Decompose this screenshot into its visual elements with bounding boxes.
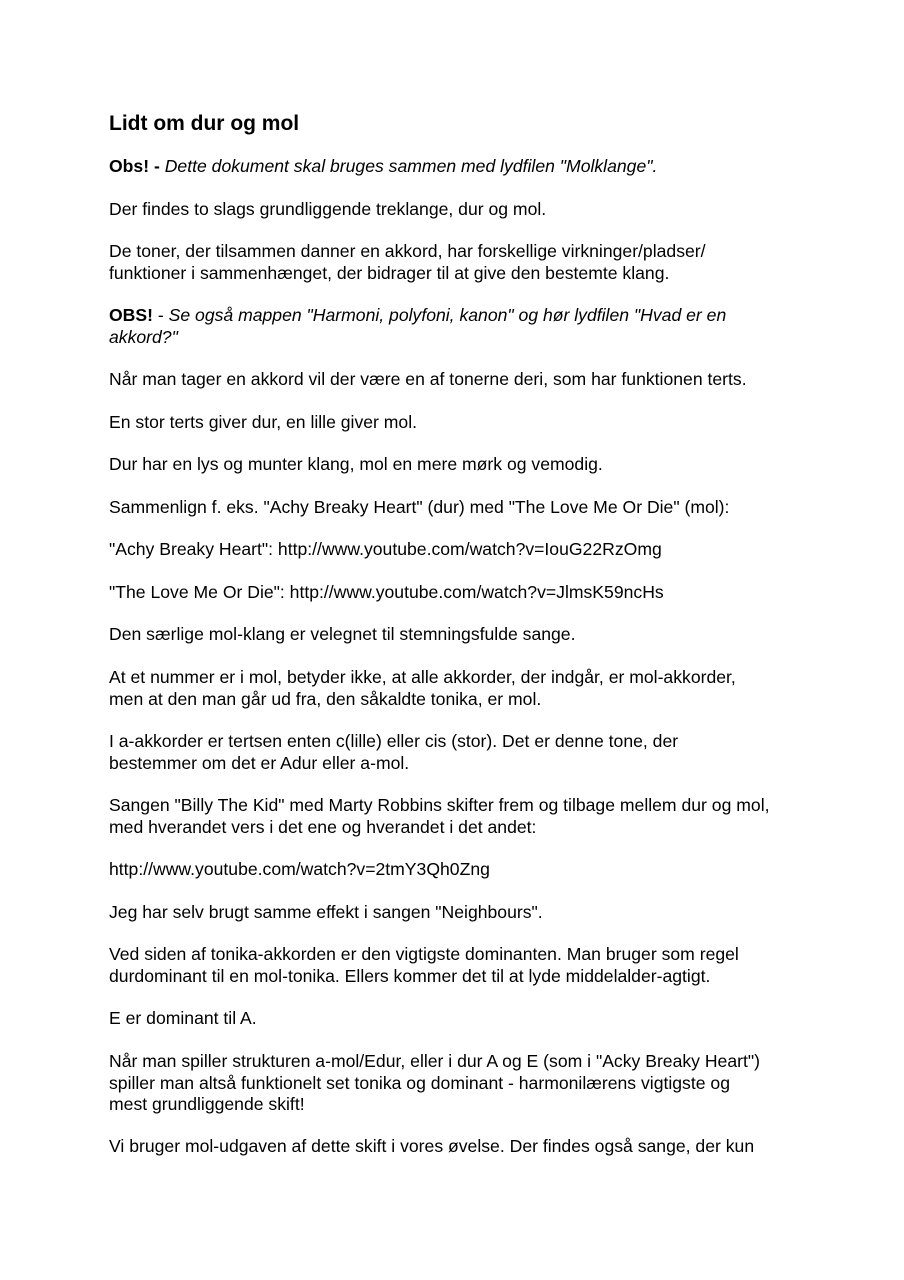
paragraph-saerlige: Den særlige mol-klang er velegnet til stemningsfulde sange. [109, 624, 576, 644]
paragraph-line: men at den man går ud fra, den såkaldte tonika, er mol. [109, 688, 542, 709]
paragraph-line: At et nummer er i mol, betyder ikke, at alle akkorder, der indgår, er mol-akkorder, [109, 667, 736, 687]
paragraph-toner [109, 241, 706, 284]
paragraph-line: Sangen "Billy The Kid" med Marty Robbins skifter frem og tilbage mellem dur og mol, [109, 795, 770, 815]
paragraph-terts: Når man tager en akkord vil der være en af tonerne deri, som har funktionen terts. [109, 369, 747, 389]
paragraph-line: Ved siden af tonika-akkorden er den vigtigste dominanten. Man bruger som regel [109, 944, 739, 964]
obs-note-text: Dette dokument skal bruges sammen med lydfilen "Molklange". [164, 156, 658, 176]
paragraph-nummer [109, 667, 736, 710]
paragraph-a-akkorder [109, 731, 678, 774]
paragraph-e-dominant: E er dominant til A. [109, 1008, 257, 1028]
paragraph-klang: Dur har en lys og munter klang, mol en mere mørk og vemodig. [109, 454, 603, 474]
document-page [109, 0, 829, 1280]
paragraph-line: De toner, der tilsammen danner en akkord, har forskellige virkninger/pladser/ [109, 241, 706, 261]
obs-label: OBS! [109, 305, 153, 325]
paragraph-love-link: "The Love Me Or Die": http://www.youtube.com/watch?v=JlmsK59ncHs [109, 582, 664, 602]
paragraph-vi-bruger: Vi bruger mol-udgaven af dette skift i vores øvelse. Der findes også sange, der kun [109, 1136, 755, 1156]
paragraph-billy-link: http://www.youtube.com/watch?v=2tmY3Qh0Zng [109, 859, 490, 879]
paragraph-billy [109, 795, 770, 838]
paragraph-stor-terts: En stor terts giver dur, en lille giver mol. [109, 412, 418, 432]
paragraph-line: med hverandet vers i det ene og hverandet i det andet: [109, 816, 537, 837]
paragraph-sammenlign: Sammenlign f. eks. "Achy Breaky Heart" (dur) med "The Love Me Or Die" (mol): [109, 497, 730, 517]
obs-label: Obs! - [109, 156, 160, 176]
obs-note-paragraph [109, 156, 657, 178]
paragraph-dominant [109, 944, 739, 987]
paragraph-achy-link: "Achy Breaky Heart": http://www.youtube.com/watch?v=IouG22RzOmg [109, 539, 662, 559]
obs-dash: - [152, 305, 169, 325]
paragraph-line: bestemmer om det er Adur eller a-mol. [109, 752, 410, 773]
paragraph-line: spiller man altså funktionelt set tonika og dominant - harmonilærens vigtigste og [109, 1072, 730, 1093]
paragraph-line: I a-akkorder er tertsen enten c(lille) eller cis (stor). Det er denne tone, der [109, 731, 679, 751]
paragraph-neighbours: Jeg har selv brugt samme effekt i sangen "Neighbours". [109, 902, 543, 922]
obs-reference-text-continued: akkord?" [109, 326, 178, 347]
paragraph-struktur [109, 1051, 760, 1116]
obs-reference-text: Se også mappen "Harmoni, polyfoni, kanon" og hør lydfilen "Hvad er en [168, 305, 727, 325]
paragraph-line: mest grundliggende skift! [109, 1094, 305, 1114]
paragraph-line: Når man spiller strukturen a-mol/Edur, eller i dur A og E (som i "Acky Breaky Heart") [109, 1051, 760, 1071]
paragraph-line: durdominant til en mol-tonika. Ellers kommer det til at lyde middelalder-agtigt. [109, 965, 711, 986]
paragraph-treklange: Der findes to slags grundliggende treklange, dur og mol. [109, 199, 547, 219]
paragraph-line: funktioner i sammenhænget, der bidrager til at give den bestemte klang. [109, 262, 670, 283]
obs-reference-paragraph [109, 305, 726, 348]
document-title: Lidt om dur og mol [109, 112, 300, 135]
